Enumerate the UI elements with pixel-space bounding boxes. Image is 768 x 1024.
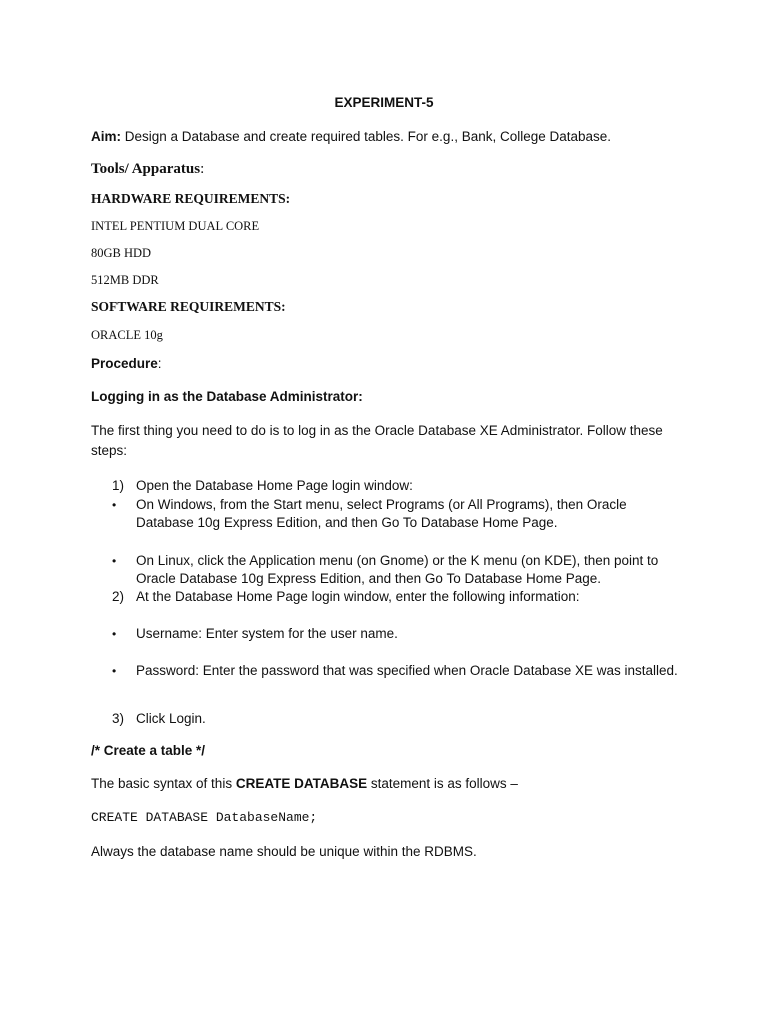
list-item-text: Username: Enter system for the user name.	[136, 626, 398, 641]
hardware-item: INTEL PENTIUM DUAL CORE	[91, 219, 260, 233]
aim-label: Aim:	[91, 129, 121, 144]
list-item-text: On Linux, click the Application menu (on Gnome) or the K menu (on KDE), then point to Oracle Database 10g Express Edition, and then Go To Database Home Page.	[136, 553, 659, 586]
bullet-icon: •	[112, 498, 117, 512]
syntax-keyword: CREATE DATABASE	[235, 776, 368, 791]
syntax-suffix: statement is as follows –	[367, 776, 518, 791]
bullet-icon: •	[112, 554, 117, 568]
list-marker: 1)	[112, 478, 125, 493]
aim-line	[91, 128, 611, 146]
hardware-heading: HARDWARE REQUIREMENTS:	[91, 191, 291, 206]
list-marker: 3)	[112, 711, 125, 726]
tools-label: Tools/ Apparatus	[91, 161, 201, 177]
closing-line: Always the database name should be unique within the RDBMS.	[91, 844, 477, 859]
list-item-text: At the Database Home Page login window, enter the following information:	[136, 589, 580, 604]
tools-colon: :	[200, 161, 205, 177]
hardware-item: 80GB HDD	[91, 246, 152, 260]
list-item-text: Open the Database Home Page login window:	[136, 478, 413, 493]
bullet-icon: •	[112, 664, 117, 678]
procedure-label: Procedure	[91, 356, 158, 371]
list-item-text: Password: Enter the password that was specified when Oracle Database XE was installed.	[136, 663, 678, 678]
procedure-colon: :	[157, 356, 162, 371]
comment-line: /* Create a table */	[91, 743, 206, 758]
intro-paragraph: The first thing you need to do is to log in as the Oracle Database XE Administrator. Follow these steps:	[91, 423, 663, 458]
list-item-text: On Windows, from the Start menu, select Programs (or All Programs), then Oracle Database 10g Express Edition, and then Go To Database Home Page.	[136, 497, 627, 530]
aim-text: Design a Database and create required tables. For e.g., Bank, College Database.	[121, 129, 612, 144]
code-line: CREATE DATABASE DatabaseName;	[91, 810, 318, 825]
tools-line	[91, 160, 204, 178]
experiment-title: EXPERIMENT-5	[334, 95, 434, 110]
hardware-item: 512MB DDR	[91, 273, 159, 287]
list-marker: 2)	[112, 589, 125, 604]
login-heading: Logging in as the Database Administrator:	[91, 389, 363, 404]
syntax-line	[91, 775, 518, 793]
list-item-text: Click Login.	[136, 711, 206, 726]
software-heading: SOFTWARE REQUIREMENTS:	[91, 299, 286, 314]
syntax-prefix: The basic syntax of this	[91, 776, 236, 791]
software-item: ORACLE 10g	[91, 328, 163, 342]
procedure-line	[91, 355, 162, 373]
bullet-icon: •	[112, 627, 117, 641]
